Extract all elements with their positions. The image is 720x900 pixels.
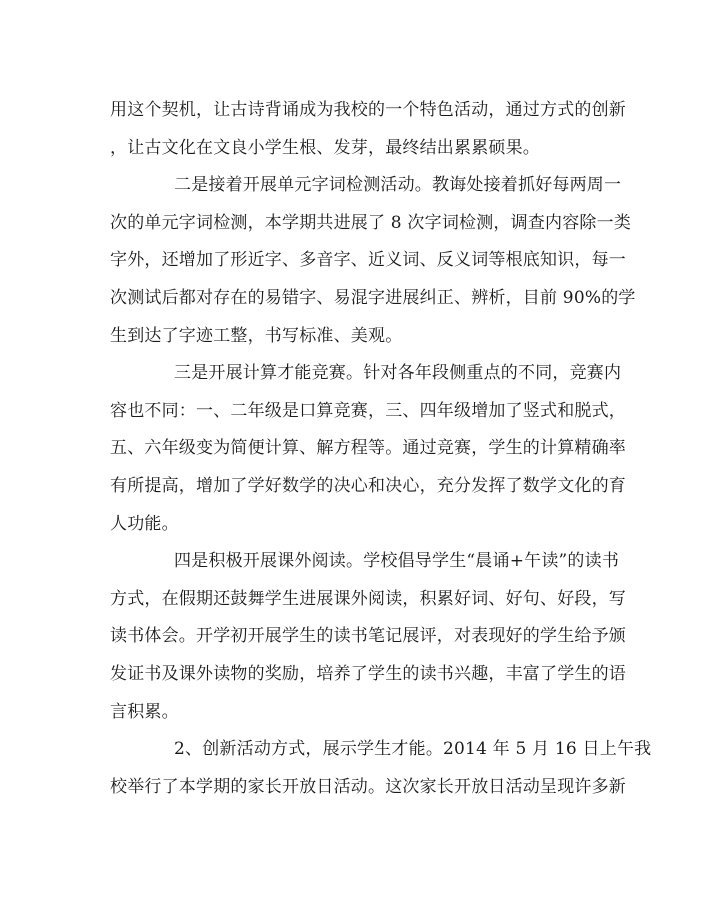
paragraph-start-line: 2、创新活动方式，展示学生才能。2014 年 5 月 16 日上午我 — [174, 739, 652, 760]
text-line: 读书体会。开学初开展学生的读书笔记展评，对表现好的学生给予颁 — [110, 626, 626, 647]
text-line: 发证书及课外读物的奖励，培养了学生的读书兴趣，丰富了学生的语 — [110, 663, 626, 684]
text-line: 五、六年级变为简便计算、解方程等。通过竞赛，学生的计算精确率 — [110, 438, 626, 459]
paragraph-start-line: 四是积极开展课外阅读。学校倡导学生“晨诵+午读”的读书 — [174, 551, 620, 572]
text-line: 言积累。 — [110, 701, 179, 722]
text-line: ，让古文化在文良小学生根、发芽，最终结出累累硕果。 — [110, 137, 540, 158]
text-line: 用这个契机，让古诗背诵成为我校的一个特色活动，通过方式的创新 — [110, 100, 626, 120]
text-line: 次的单元字词检测，本学期共进展了 8 次字词检测，调查内容除一类 — [110, 212, 632, 233]
text-line: 方式，在假期还鼓舞学生进展课外阅读，积累好词、好句、好段，写 — [110, 588, 626, 609]
text-line: 容也不同：一、二年级是口算竞赛，三、四年级增加了竖式和脱式， — [110, 400, 626, 421]
text-line: 字外，还增加了形近字、多音字、近义词、反义词等根底知识，每一 — [110, 250, 626, 271]
text-line: 生到达了字迹工整，书写标准、美观。 — [110, 325, 403, 346]
document-body — [110, 92, 652, 806]
text-line: 校举行了本学期的家长开放日活动。这次家长开放日活动呈现许多新 — [110, 776, 626, 797]
text-line: 有所提高，增加了学好数学的决心和决心，充分发挥了数学文化的育 — [110, 475, 626, 496]
text-line: 人功能。 — [110, 513, 179, 534]
paragraph-start-line: 二是接着开展单元字词检测活动。教诲处接着抓好每两周一 — [174, 175, 622, 196]
paragraph-start-line: 三是开展计算才能竞赛。针对各年段侧重点的不同，竞赛内 — [174, 363, 622, 384]
text-line: 次测试后都对存在的易错字、易混字进展纠正、辨析，目前 90%的学 — [110, 287, 636, 308]
